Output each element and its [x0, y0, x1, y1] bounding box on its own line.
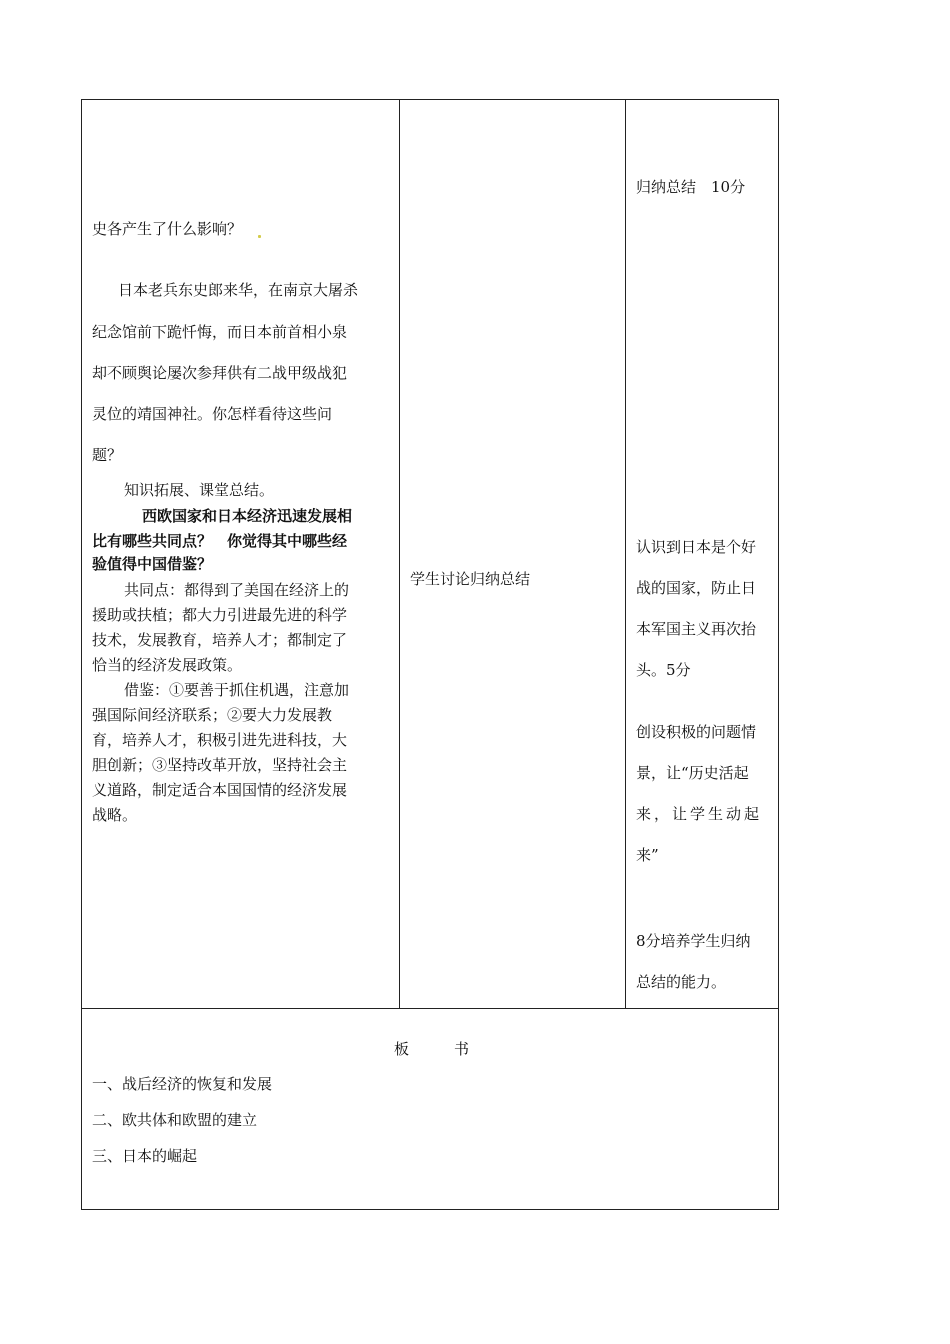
summary-heading: 知识拓展、课堂总结。 — [124, 481, 275, 499]
board-item-2: 二、欧共体和欧盟的建立 — [92, 1111, 258, 1129]
lesson-line-2: 强国际间经济联系；②要大力发展教 — [92, 706, 333, 724]
bold-question-line-1: 西欧国家和日本经济迅速发展相 — [142, 507, 353, 525]
board-item-3: 三、日本的崛起 — [92, 1147, 198, 1165]
column-divider-1 — [399, 100, 400, 1009]
student-activity: 学生讨论归纳总结 — [410, 570, 531, 588]
ability-line-1: 8分培养学生归纳 — [636, 932, 751, 950]
lesson-line-5: 义道路，制定适合本国国情的经济发展 — [92, 781, 348, 799]
intent-line-2: 战的国家，防止日 — [636, 579, 757, 597]
koizumi-line-3: 却不顾舆论屡次参拜供有二战甲级战犯 — [92, 364, 348, 382]
ability-line-2: 总结的能力。 — [636, 973, 727, 991]
bold-question-line-2: 比有哪些共同点？ 你觉得其中哪些经 — [92, 532, 348, 550]
koizumi-line-5: 题？ — [92, 446, 123, 464]
scene-line-2: 景，让“历史活起 — [636, 764, 749, 782]
common-line-4: 恰当的经济发展政策。 — [92, 656, 243, 674]
row-divider — [82, 1008, 778, 1009]
summary-time: 归纳总结 10分 — [636, 178, 746, 196]
common-line-1: 共同点：都得到了美国在经济上的 — [124, 581, 350, 599]
intent-line-1: 认识到日本是个好 — [636, 538, 757, 556]
scene-line-4: 来” — [636, 846, 659, 864]
bold-question-line-3: 验值得中国借鉴？ — [92, 555, 213, 573]
intent-line-3: 本军国主义再次抬 — [636, 620, 757, 638]
common-line-2: 援助或扶植；都大力引进最先进的科学 — [92, 606, 348, 624]
lesson-line-3: 育，培养人才，积极引进先进科技，大 — [92, 731, 348, 749]
koizumi-line-2: 纪念馆前下跪忏悔，而日本前首相小泉 — [92, 323, 348, 341]
lesson-line-4: 胆创新；③坚持改革开放，坚持社会主 — [92, 756, 348, 774]
board-title: 板 书 — [394, 1040, 470, 1058]
common-line-3: 技术，发展教育，培养人才；都制定了 — [92, 631, 348, 649]
intent-line-4: 头。5分 — [636, 661, 691, 679]
koizumi-line-4: 灵位的靖国神社。你怎样看待这些问 — [92, 405, 333, 423]
scene-line-3: 来，让学生动起 — [636, 805, 763, 823]
lesson-line-1: 借鉴：①要善于抓住机遇，注意加 — [124, 681, 350, 699]
column-divider-2 — [625, 100, 626, 1009]
scene-line-1: 创设积极的问题情 — [636, 723, 757, 741]
question-tail: 史各产生了什么影响？ — [92, 220, 243, 238]
lesson-line-6: 战略。 — [92, 806, 138, 824]
koizumi-line-1: 日本老兵东史郎来华，在南京大屠杀 — [118, 281, 359, 299]
yellow-mark — [258, 235, 261, 238]
board-item-1: 一、战后经济的恢复和发展 — [92, 1075, 273, 1093]
